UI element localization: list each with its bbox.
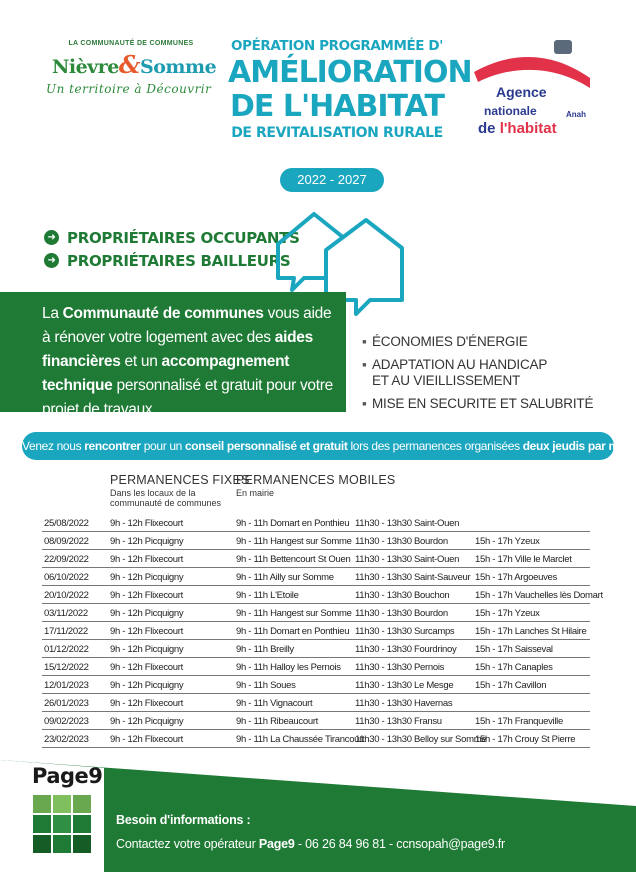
schedule-mobile-afternoon: 15h - 17h Argoeuves xyxy=(475,572,557,583)
schedule-mobile-afternoon: 15h - 17h Ville le Marclet xyxy=(475,554,572,565)
schedule-mobile-midday: 11h30 - 13h30 Belloy sur Somme xyxy=(355,734,487,745)
schedule-mobile-midday: 11h30 - 13h30 Fransu xyxy=(355,716,442,727)
schedule-mobile-afternoon: 15h - 17h Vauchelles lès Domart xyxy=(475,590,603,601)
schedule-mobile-midday: 11h30 - 13h30 Bourdon xyxy=(355,608,448,619)
schedule-row xyxy=(42,622,590,640)
schedule-row xyxy=(42,550,590,568)
schedule-row xyxy=(42,640,590,658)
schedule-date: 08/09/2022 xyxy=(44,536,89,547)
schedule-date: 22/09/2022 xyxy=(44,554,89,565)
schedule-date: 09/02/2023 xyxy=(44,716,89,727)
footer-contact-line: Contactez votre opérateur Page9 - 06 26 84 96 81 - ccnsopah@page9.fr xyxy=(116,837,505,851)
schedule-row xyxy=(42,568,590,586)
schedule-mobile-morning: 9h - 11h Ribeaucourt xyxy=(236,716,319,727)
footer-info-title: Besoin d'informations : xyxy=(116,813,251,827)
schedule-fixed: 9h - 12h Flixecourt xyxy=(110,662,183,673)
page9-brand: Page9 xyxy=(32,764,103,788)
page9-grid-logo-icon xyxy=(32,794,92,854)
schedule-mobile-afternoon: 15h - 17h Cavillon xyxy=(475,680,547,691)
intro-box: La Communauté de communes vous aide à rénover votre logement avec des aides financières et un accompagnement technique personnalisé et gratuit pour votre projet de travaux. xyxy=(0,292,346,412)
schedule-date: 17/11/2022 xyxy=(44,626,88,637)
cc-nievre-somme-logo xyxy=(44,36,220,102)
fixed-permanences-subheading: Dans les locaux de la communauté de communes xyxy=(110,488,222,508)
schedule-fixed: 9h - 12h Flixecourt xyxy=(110,734,183,745)
logo-cc-small-text: LA COMMUNAUTÉ DE COMMUNES xyxy=(68,40,194,47)
schedule-row xyxy=(42,694,590,712)
schedule-mobile-midday: 11h30 - 13h30 Pernois xyxy=(355,662,445,673)
anah-habitat: de l'habitat xyxy=(478,120,557,137)
schedule-row xyxy=(42,604,590,622)
schedule-mobile-morning: 9h - 11h Breilly xyxy=(236,644,294,655)
schedule-fixed: 9h - 12h Picquigny xyxy=(110,608,184,619)
schedule-mobile-midday: 11h30 - 13h30 Bourdon xyxy=(355,536,448,547)
fixed-permanences-heading: PERMANENCES FIXES xyxy=(110,473,250,487)
schedule-mobile-morning: 9h - 11h Domart en Ponthieu xyxy=(236,518,350,529)
footer-contact xyxy=(116,808,505,856)
schedule-fixed: 9h - 12h Flixecourt xyxy=(110,698,183,709)
schedule-fixed: 9h - 12h Picquigny xyxy=(110,680,184,691)
schedule-mobile-afternoon: 15h - 17h Yzeux xyxy=(475,536,540,547)
schedule-mobile-morning: 9h - 11h Domart en Ponthieu xyxy=(236,626,350,637)
schedule-date: 26/01/2023 xyxy=(44,698,89,709)
info-banner: Venez nous rencontrer pour un conseil personnalisé et gratuit lors des permanences organisées deux jeudis par mois xyxy=(22,432,614,460)
schedule-mobile-midday: 11h30 - 13h30 Saint-Ouen xyxy=(355,554,460,565)
title-line-3: DE L'HABITAT xyxy=(230,89,444,124)
schedule-date: 15/12/2022 xyxy=(44,662,89,673)
schedule-mobile-morning: 9h - 11h Bettencourt St Ouen xyxy=(236,554,351,565)
schedule-fixed: 9h - 12h Picquigny xyxy=(110,536,184,547)
schedule-mobile-morning: 9h - 11h Soues xyxy=(236,680,296,691)
schedule-date: 01/12/2022 xyxy=(44,644,89,655)
schedule-date: 06/10/2022 xyxy=(44,572,89,583)
schedule-mobile-afternoon: 15h - 17h Yzeux xyxy=(475,608,540,619)
schedule-mobile-afternoon: 15h - 17h Saisseval xyxy=(475,644,553,655)
schedule-mobile-midday: 11h30 - 13h30 Bouchon xyxy=(355,590,450,601)
schedule-mobile-morning: 9h - 11h La Chaussée Tirancourt xyxy=(236,734,365,745)
schedule-fixed: 9h - 12h Flixecourt xyxy=(110,518,183,529)
arrow-right-icon: ➜ xyxy=(44,230,59,245)
mobile-permanences-subheading: En mairie xyxy=(236,488,275,498)
title-line-2: AMÉLIORATION xyxy=(228,55,472,90)
schedule-mobile-morning: 9h - 11h Hangest sur Somme xyxy=(236,536,352,547)
schedule-mobile-midday: 11h30 - 13h30 Saint-Ouen xyxy=(355,518,460,529)
schedule-mobile-midday: 11h30 - 13h30 Fourdrinoy xyxy=(355,644,457,655)
anah-roof-icon xyxy=(470,38,600,88)
schedule-date: 03/11/2022 xyxy=(44,608,88,619)
schedule-fixed: 9h - 12h Picquigny xyxy=(110,644,184,655)
years-badge: 2022 - 2027 xyxy=(280,168,384,192)
target-item: ➜ PROPRIÉTAIRES BAILLEURS xyxy=(44,249,300,272)
schedule-mobile-midday: 11h30 - 13h30 Saint-Sauveur xyxy=(355,572,471,583)
schedule-mobile-midday: 11h30 - 13h30 Surcamps xyxy=(355,626,455,637)
schedule-mobile-afternoon: 15h - 17h Franqueville xyxy=(475,716,563,727)
benefit-item: ▪ ÉCONOMIES D'ÉNERGIE xyxy=(362,334,528,349)
schedule-mobile-afternoon: 15h - 17h Crouy St Pierre xyxy=(475,734,576,745)
schedule-fixed: 9h - 12h Picquigny xyxy=(110,716,184,727)
schedule-date: 20/10/2022 xyxy=(44,590,89,601)
schedule-date: 25/08/2022 xyxy=(44,518,89,529)
schedule-row xyxy=(42,658,590,676)
anah-agence: Agence xyxy=(496,84,547,100)
arrow-right-icon: ➜ xyxy=(44,253,59,268)
schedule-row xyxy=(42,586,603,604)
schedule-fixed: 9h - 12h Flixecourt xyxy=(110,554,183,565)
benefit-item: ▪ ADAPTATION AU HANDICAP xyxy=(362,357,548,372)
schedule-fixed: 9h - 12h Flixecourt xyxy=(110,626,183,637)
schedule-mobile-midday: 11h30 - 13h30 Havernas xyxy=(355,698,453,709)
schedule-mobile-morning: 9h - 11h Hangest sur Somme xyxy=(236,608,352,619)
benefit-list xyxy=(362,334,593,419)
anah-logo xyxy=(470,38,600,148)
title-line-4: DE REVITALISATION RURALE xyxy=(231,125,443,141)
schedule-date: 12/01/2023 xyxy=(44,680,89,691)
benefit-item-continuation: ET AU VIEILLISSEMENT xyxy=(372,373,521,388)
schedule-mobile-afternoon: 15h - 17h Lanches St Hilaire xyxy=(475,626,587,637)
schedule-date: 23/02/2023 xyxy=(44,734,89,745)
schedule-mobile-midday: 11h30 - 13h30 Le Mesge xyxy=(355,680,454,691)
schedule-mobile-afternoon: 15h - 17h Canaples xyxy=(475,662,553,673)
schedule-mobile-morning: 9h - 11h Vignacourt xyxy=(236,698,313,709)
page-title xyxy=(228,38,472,141)
schedule-row xyxy=(42,532,590,550)
benefit-item: ▪ MISE EN SECURITE ET SALUBRITÉ xyxy=(362,396,594,411)
logo-cc-name: Nièvre&Somme xyxy=(52,50,217,79)
title-line-1: OPÉRATION PROGRAMMÉE D' xyxy=(231,38,443,54)
schedule-fixed: 9h - 12h Flixecourt xyxy=(110,590,183,601)
schedule-row xyxy=(42,730,590,748)
schedule-row xyxy=(42,712,590,730)
schedule-row xyxy=(42,514,590,532)
schedule-mobile-morning: 9h - 11h Halloy les Pernois xyxy=(236,662,341,673)
schedule-fixed: 9h - 12h Picquigny xyxy=(110,572,184,583)
target-item: ➜ PROPRIÉTAIRES OCCUPANTS xyxy=(44,226,300,249)
anah-nationale: nationale xyxy=(484,104,537,118)
schedule-mobile-morning: 9h - 11h L'Etoile xyxy=(236,590,299,601)
mobile-permanences-heading: PERMANENCES MOBILES xyxy=(236,473,396,487)
target-list xyxy=(44,226,300,272)
schedule-table xyxy=(42,514,603,748)
schedule-row xyxy=(42,676,590,694)
logo-cc-tagline: Un territoire à Découvrir xyxy=(46,82,212,96)
schedule-mobile-morning: 9h - 11h Ailly sur Somme xyxy=(236,572,334,583)
anah-acronym: Anah xyxy=(566,110,586,119)
